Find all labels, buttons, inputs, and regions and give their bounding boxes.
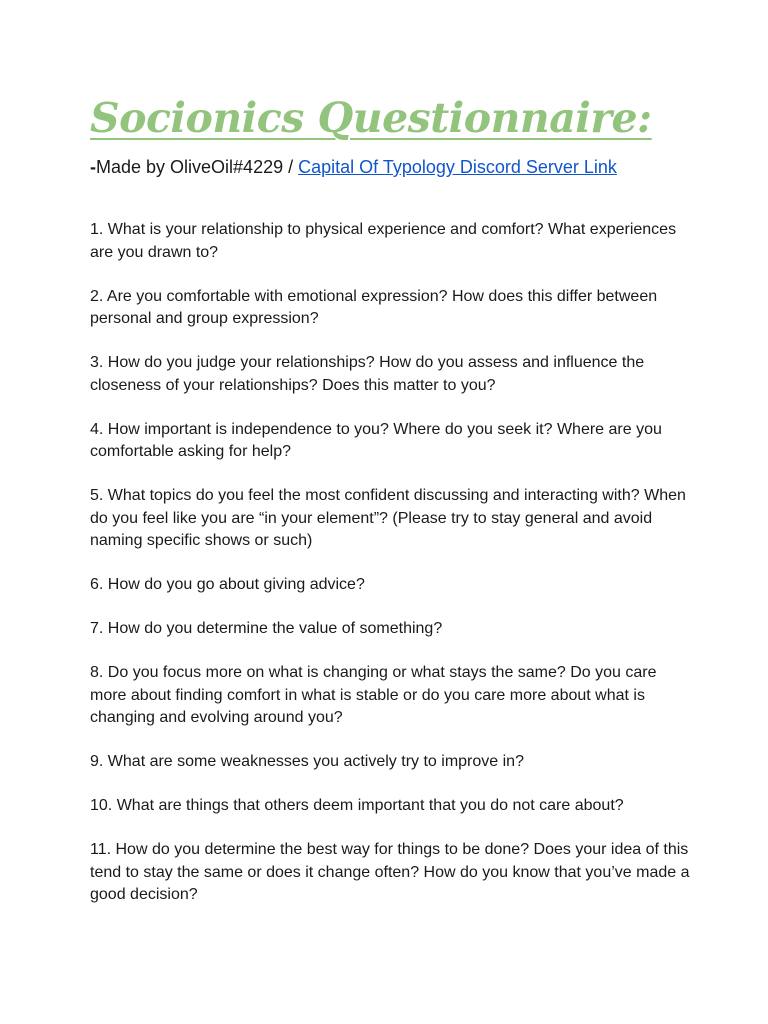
byline-dash: - [90, 157, 96, 177]
byline-author: Made by OliveOil#4229 / [96, 157, 299, 177]
question-item: 3. How do you judge your relationships? How do you assess and influence the closeness of your relationships? Does this matter to you? [90, 354, 645, 394]
question-item: 8. Do you focus more on what is changing or what stays the same? Do you care more about finding comfort in what is stable or do you care more about what is changing and evolving around you? [90, 664, 657, 726]
question-item: 6. How do you go about giving advice? [90, 576, 365, 593]
question-item: 2. Are you comfortable with emotional expression? How does this differ between personal and group expression? [90, 287, 658, 327]
document-page [90, 92, 690, 928]
document-title: Socionics Questionnaire: [90, 94, 652, 142]
question-item: 9. What are some weaknesses you actively try to improve in? [90, 753, 524, 770]
question-item: 11. How do you determine the best way for things to be done? Does your idea of this tend to stay the same or does it change often? How do you know that you’ve made a good decision? [90, 841, 690, 903]
question-item: 5. What topics do you feel the most confident discussing and interacting with? When do you feel like you are “in your element”? (Please try to stay general and avoid naming specific shows or such) [90, 487, 686, 549]
question-list [90, 219, 690, 907]
question-item: 1. What is your relationship to physical experience and comfort? What experiences are you drawn to? [90, 221, 677, 261]
discord-server-link[interactable]: Capital Of Typology Discord Server Link [298, 157, 617, 177]
question-item: 10. What are things that others deem important that you do not care about? [90, 797, 624, 814]
question-item: 7. How do you determine the value of something? [90, 620, 443, 637]
question-item: 4. How important is independence to you? Where do you seek it? Where are you comfortable asking for help? [90, 420, 662, 460]
byline [90, 155, 690, 179]
